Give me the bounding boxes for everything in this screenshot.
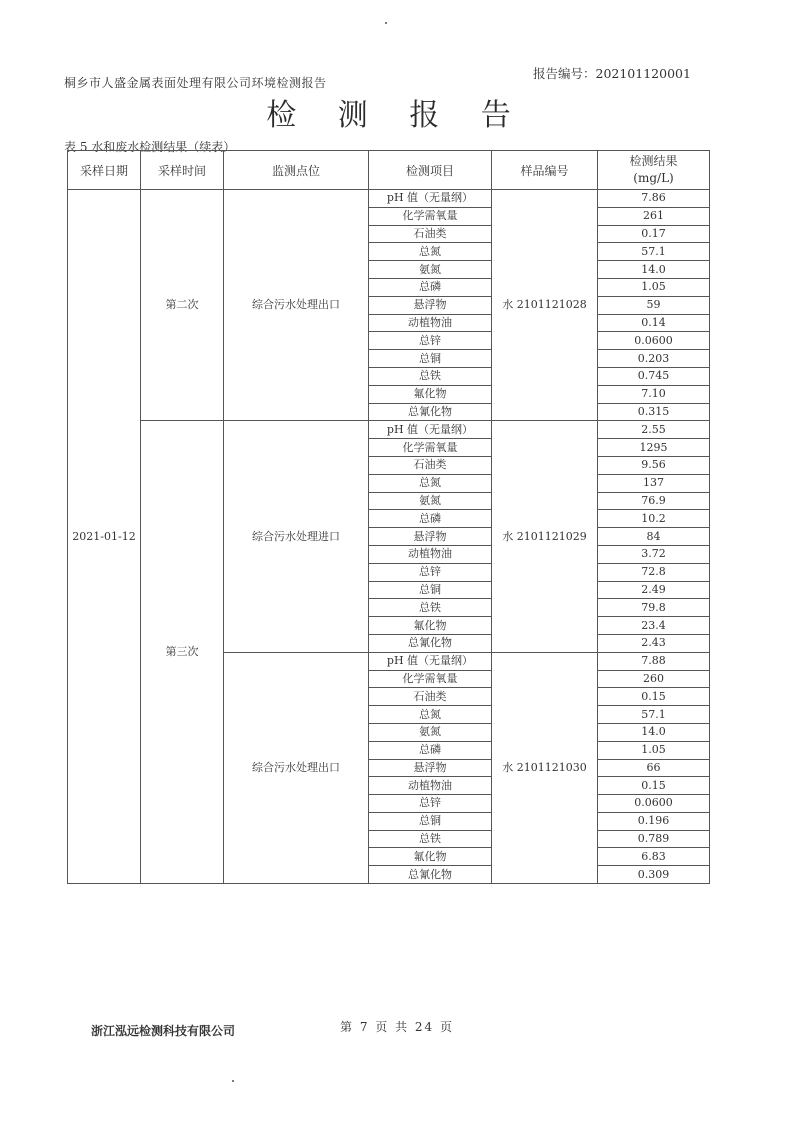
test-item-cell: 氨氮 (369, 492, 492, 510)
result-value-cell: 0.14 (598, 314, 710, 332)
test-item-cell: 总锌 (369, 563, 492, 581)
header-time: 采样时间 (141, 151, 224, 190)
test-item-cell: 总铁 (369, 830, 492, 848)
result-value-cell: 14.0 (598, 261, 710, 279)
test-item-cell: 总氰化物 (369, 634, 492, 652)
table-row (68, 190, 710, 208)
sampling-time-cell: 第二次 (141, 190, 224, 421)
test-item-cell: 总锌 (369, 795, 492, 813)
test-item-cell: 总磷 (369, 278, 492, 296)
result-value-cell: 2.49 (598, 581, 710, 599)
result-value-cell: 3.72 (598, 545, 710, 563)
test-item-cell: pH 值（无量纲） (369, 652, 492, 670)
test-item-cell: 氟化物 (369, 848, 492, 866)
result-value-cell: 0.15 (598, 688, 710, 706)
result-value-cell: 1.05 (598, 741, 710, 759)
test-item-cell: 石油类 (369, 688, 492, 706)
result-value-cell: 0.745 (598, 367, 710, 385)
monitoring-point-cell: 综合污水处理进口 (224, 421, 369, 652)
result-value-cell: 0.17 (598, 225, 710, 243)
result-value-cell: 261 (598, 207, 710, 225)
test-item-cell: 总氰化物 (369, 403, 492, 421)
test-item-cell: 悬浮物 (369, 296, 492, 314)
test-item-cell: 总锌 (369, 332, 492, 350)
result-value-cell: 7.88 (598, 652, 710, 670)
result-value-cell: 9.56 (598, 456, 710, 474)
test-item-cell: 化学需氧量 (369, 670, 492, 688)
result-value-cell: 0.15 (598, 777, 710, 795)
results-table (67, 150, 710, 884)
result-value-cell: 7.10 (598, 385, 710, 403)
test-item-cell: 悬浮物 (369, 528, 492, 546)
test-item-cell: 总铜 (369, 812, 492, 830)
table-body (68, 190, 710, 884)
test-item-cell: 总铜 (369, 581, 492, 599)
result-value-cell: 57.1 (598, 243, 710, 261)
page-title: 检 测 报 告 (266, 98, 527, 133)
test-item-cell: 动植物油 (369, 545, 492, 563)
test-item-cell: pH 值（无量纲） (369, 190, 492, 208)
result-value-cell: 2.43 (598, 634, 710, 652)
test-item-cell: 总氮 (369, 243, 492, 261)
result-value-cell: 1.05 (598, 278, 710, 296)
monitoring-point-cell: 综合污水处理出口 (224, 190, 369, 421)
result-value-cell: 1295 (598, 439, 710, 457)
result-value-cell: 59 (598, 296, 710, 314)
test-item-cell: 总铁 (369, 367, 492, 385)
test-item-cell: 氟化物 (369, 385, 492, 403)
result-value-cell: 72.8 (598, 563, 710, 581)
result-value-cell: 0.309 (598, 866, 710, 884)
company-header: 桐乡市人盛金属表面处理有限公司环境检测报告 (64, 76, 327, 90)
test-item-cell: 氨氮 (369, 261, 492, 279)
test-item-cell: 总铁 (369, 599, 492, 617)
sample-number-cell: 水 2101121028 (492, 190, 598, 421)
footer-company: 浙江泓远检测科技有限公司 (91, 1024, 236, 1038)
result-value-cell: 2.55 (598, 421, 710, 439)
test-item-cell: 石油类 (369, 456, 492, 474)
test-item-cell: 总磷 (369, 510, 492, 528)
result-value-cell: 0.315 (598, 403, 710, 421)
result-value-cell: 10.2 (598, 510, 710, 528)
sample-number-cell: 水 2101121030 (492, 652, 598, 883)
table-row (68, 421, 710, 439)
header-date: 采样日期 (68, 151, 141, 190)
result-value-cell: 0.0600 (598, 332, 710, 350)
test-item-cell: 悬浮物 (369, 759, 492, 777)
test-item-cell: 氨氮 (369, 723, 492, 741)
header-sample: 样品编号 (492, 151, 598, 190)
result-value-cell: 66 (598, 759, 710, 777)
header-item: 检测项目 (369, 151, 492, 190)
result-value-cell: 137 (598, 474, 710, 492)
monitoring-point-cell: 综合污水处理出口 (224, 652, 369, 883)
result-value-cell: 0.0600 (598, 795, 710, 813)
header-point: 监测点位 (224, 151, 369, 190)
result-value-cell: 0.196 (598, 812, 710, 830)
sample-number-cell: 水 2101121029 (492, 421, 598, 652)
result-value-cell: 0.789 (598, 830, 710, 848)
test-item-cell: 氟化物 (369, 617, 492, 635)
result-value-cell: 84 (598, 528, 710, 546)
report-number: 报告编号：202101120001 (533, 66, 691, 81)
result-value-cell: 79.8 (598, 599, 710, 617)
test-item-cell: 总氰化物 (369, 866, 492, 884)
scan-speck (232, 1080, 234, 1082)
test-item-cell: 总氮 (369, 706, 492, 724)
scan-speck (385, 22, 387, 24)
result-value-cell: 14.0 (598, 723, 710, 741)
test-item-cell: 化学需氧量 (369, 207, 492, 225)
header-result-label: 检测结果 (629, 154, 678, 168)
header-result (598, 151, 710, 190)
sampling-time-cell: 第三次 (141, 421, 224, 884)
test-item-cell: pH 值（无量纲） (369, 421, 492, 439)
result-value-cell: 76.9 (598, 492, 710, 510)
result-value-cell: 260 (598, 670, 710, 688)
table-caption: 表 5 水和废水检测结果（续表） (64, 140, 236, 154)
result-value-cell: 57.1 (598, 706, 710, 724)
result-value-cell: 23.4 (598, 617, 710, 635)
table-header-row (68, 151, 710, 190)
result-value-cell: 6.83 (598, 848, 710, 866)
header-result-unit: (mg/L) (633, 171, 674, 185)
test-item-cell: 总铜 (369, 350, 492, 368)
test-item-cell: 化学需氧量 (369, 439, 492, 457)
result-value-cell: 0.203 (598, 350, 710, 368)
test-item-cell: 动植物油 (369, 777, 492, 795)
test-item-cell: 动植物油 (369, 314, 492, 332)
test-item-cell: 总氮 (369, 474, 492, 492)
test-item-cell: 石油类 (369, 225, 492, 243)
test-item-cell: 总磷 (369, 741, 492, 759)
footer-page-number: 第 7 页 共 24 页 (340, 1020, 454, 1034)
result-value-cell: 7.86 (598, 190, 710, 208)
sampling-date-cell: 2021-01-12 (68, 190, 141, 884)
